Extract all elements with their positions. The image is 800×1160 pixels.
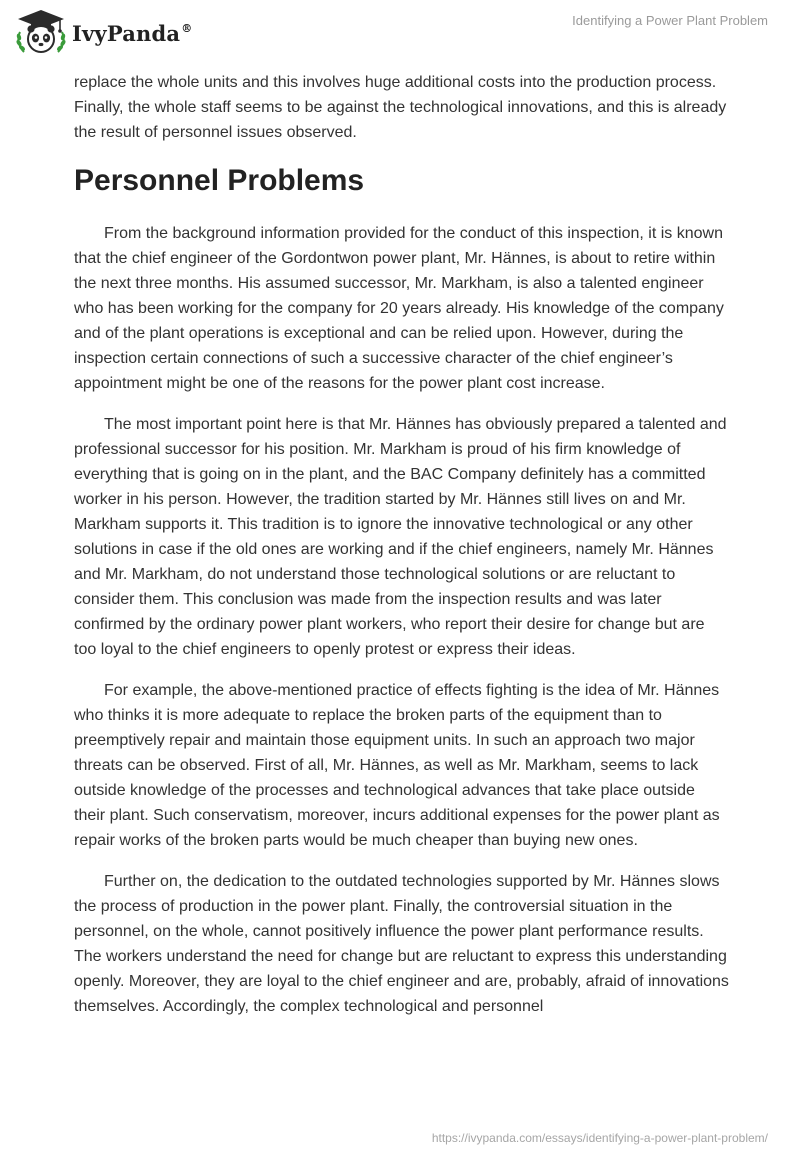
intro-paragraph: replace the whole units and this involves huge additional costs into the production process. Finally, the whole staff seems to be against the technological innovations, and this is already the result of personnel issues observed. bbox=[74, 74, 727, 141]
essay-content bbox=[74, 70, 730, 1035]
page-header bbox=[0, 0, 800, 64]
section-heading: Personnel Problems bbox=[74, 164, 365, 197]
body-paragraph: Further on, the dedication to the outdated technologies supported by Mr. Hännes slows the process of production in the power plant. Finally, the controversial situation in the personnel, on the whole, cannot positively influence the power plant performance results. The workers understand the need for change but are reluctant to express this understanding openly. Moreover, they are loyal to the chief engineer and are, probably, afraid of innovations themselves. Accordingly, the complex technological and personnel bbox=[74, 873, 729, 1015]
body-paragraph: From the background information provided for the conduct of this inspection, it is known that the chief engineer of the Gordontwon power plant, Mr. Hännes, is about to retire within the next three months. His assumed successor, Mr. Markham, is also a talented engineer who has been working for the company for 20 years already. His knowledge of the company and of the plant operations is exceptional and can be relied upon. However, during the inspection certain connections of such a successive character of the chief engineer’s appointment might be one of the reasons for the power plant cost increase. bbox=[74, 225, 724, 392]
registered-mark: ® bbox=[181, 21, 193, 35]
document-title: Identifying a Power Plant Problem bbox=[572, 13, 768, 28]
logo-text: IvyPanda® bbox=[72, 20, 193, 46]
source-url[interactable]: https://ivypanda.com/essays/identifying-a-power-plant-problem/ bbox=[431, 1131, 768, 1145]
ivypanda-logo[interactable] bbox=[14, 8, 192, 56]
panda-graduate-icon bbox=[14, 8, 68, 56]
body-paragraph: For example, the above-mentioned practice of effects fighting is the idea of Mr. Hännes who thinks it is more adequate to replace the broken parts of the equipment than to preemptively repair and maintain those equipment units. In such an approach two major threats can be observed. First of all, Mr. Hännes, as well as Mr. Markham, seems to lack outside knowledge of the processes and technological advances that take place outside their plant. Such conservatism, moreover, incurs additional expenses for the power plant as repair works of the broken parts would be much cheaper than buying new ones. bbox=[74, 682, 720, 849]
body-paragraph: The most important point here is that Mr. Hännes has obviously prepared a talented and professional successor for his position. Mr. Markham is proud of his firm knowledge of everything that is going on in the plant, and the BAC Company definitely has a committed worker in his person. However, the tradition started by Mr. Hännes still lives on and Mr. Markham supports it. This tradition is to ignore the innovative technological or any other solutions in case if the old ones are working and if the chief engineers, namely Mr. Hännes and Mr. Markham, do not understand those technological solutions or are reluctant to consider them. This conclusion was made from the inspection results and was later confirmed by the ordinary power plant workers, who report their desire for change but are too loyal to the chief engineers to openly protest or express their ideas. bbox=[74, 416, 727, 658]
